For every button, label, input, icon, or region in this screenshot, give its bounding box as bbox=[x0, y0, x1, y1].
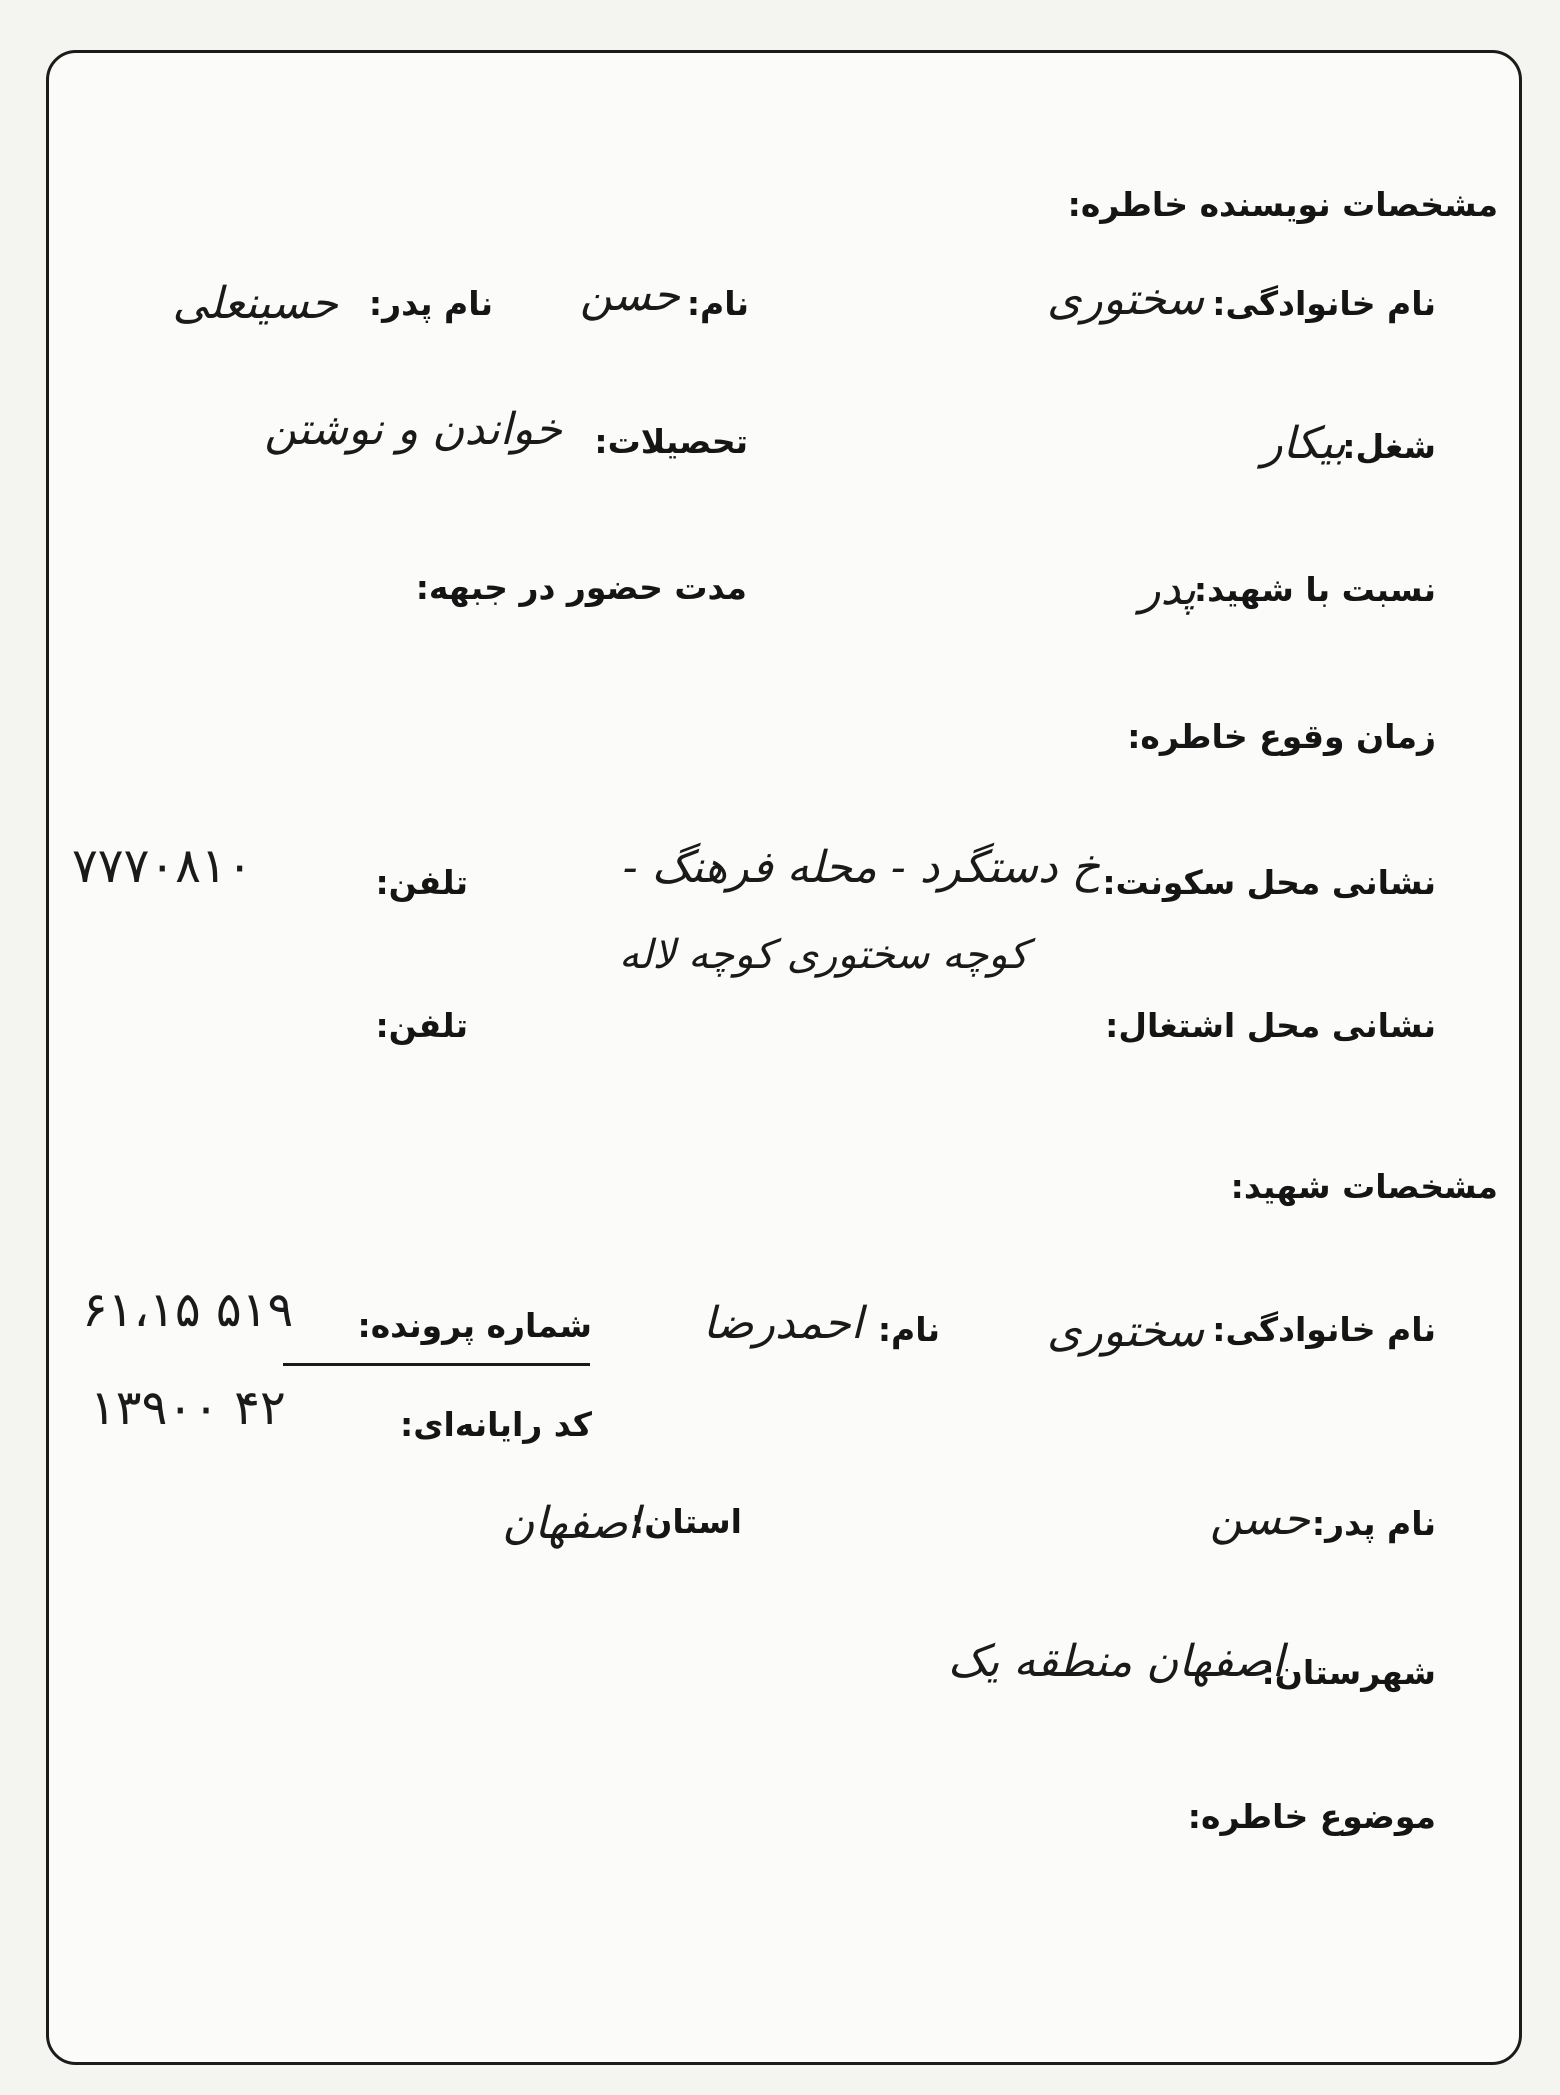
author-work-phone-label: تلفن: bbox=[375, 1006, 468, 1045]
martyr-firstname-value: احمدرضا bbox=[703, 1298, 863, 1349]
martyr-file-number-label: شماره پرونده: bbox=[357, 1306, 592, 1345]
author-education-value: خواندن و نوشتن bbox=[264, 404, 562, 455]
martyr-computer-code-value: ۱۳۹۰۰ ۴۲ bbox=[90, 1380, 286, 1436]
form-sheet bbox=[46, 50, 1522, 2065]
file-number-underline bbox=[283, 1363, 590, 1366]
martyr-city-value: اصفهان منطقه یک bbox=[947, 1636, 1284, 1687]
author-heading: مشخصات نویسنده خاطره: bbox=[1067, 185, 1498, 224]
martyr-father-value: حسن bbox=[1210, 1494, 1310, 1545]
martyr-file-number-value: ۶۱،۱۵ ۵۱۹ bbox=[82, 1282, 294, 1338]
martyr-computer-code-label: کد رایانه‌ای: bbox=[400, 1405, 592, 1444]
author-firstname-label: نام: bbox=[686, 284, 749, 323]
author-job-label: شغل: bbox=[1342, 427, 1436, 466]
author-relation-label: نسبت با شهید: bbox=[1193, 570, 1436, 609]
author-memory-time-label: زمان وقوع خاطره: bbox=[1127, 717, 1436, 756]
author-home-address-label: نشانی محل سکونت: bbox=[1102, 863, 1436, 902]
author-education-label: تحصیلات: bbox=[594, 422, 748, 461]
author-home-address-value-line2: کوچه سختوری کوچه لاله bbox=[618, 932, 1028, 978]
martyr-city-label: شهرستان: bbox=[1261, 1653, 1436, 1692]
martyr-memory-subject-label: موضوع خاطره: bbox=[1187, 1797, 1436, 1836]
author-home-address-value-line1: خ دستگرد - محله فرهنگ - bbox=[622, 842, 1100, 893]
author-work-address-label: نشانی محل اشتغال: bbox=[1105, 1006, 1436, 1045]
martyr-father-label: نام پدر: bbox=[1311, 1504, 1436, 1543]
martyr-lastname-label: نام خانوادگی: bbox=[1212, 1310, 1436, 1349]
author-lastname-label: نام خانوادگی: bbox=[1212, 284, 1436, 323]
author-job-value: بیکار bbox=[1261, 418, 1346, 469]
author-father-label: نام پدر: bbox=[368, 284, 493, 323]
author-father-value: حسینعلی bbox=[172, 278, 338, 329]
martyr-lastname-value: سختوری bbox=[1047, 1306, 1204, 1357]
author-lastname-value: سختوری bbox=[1047, 274, 1204, 325]
author-relation-value: پدر bbox=[1139, 564, 1196, 615]
author-home-phone-label: تلفن: bbox=[375, 863, 468, 902]
martyr-firstname-label: نام: bbox=[877, 1310, 940, 1349]
martyr-province-label: استان: bbox=[631, 1502, 742, 1541]
martyr-heading: مشخصات شهید: bbox=[1230, 1167, 1498, 1206]
author-front-duration-label: مدت حضور در جبهه: bbox=[415, 568, 747, 607]
martyr-province-value: اصفهان bbox=[502, 1498, 640, 1549]
author-home-phone-value: ۷۷۷۰۸۱۰ bbox=[72, 838, 253, 894]
author-firstname-value: حسن bbox=[580, 270, 680, 321]
